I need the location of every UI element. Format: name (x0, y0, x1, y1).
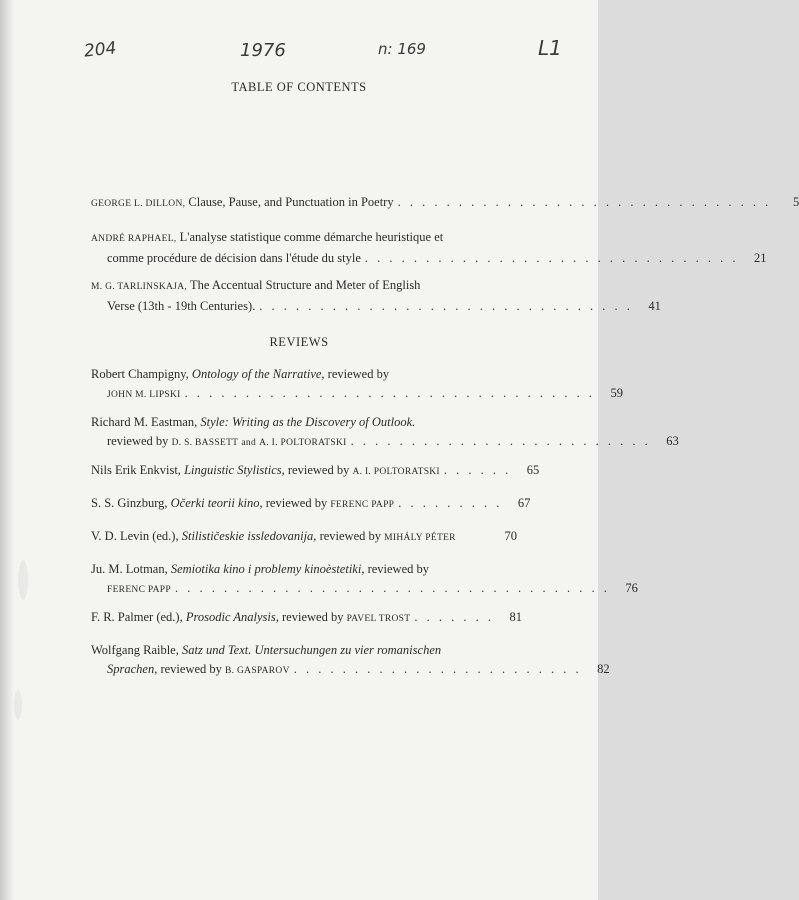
entry-text (91, 461, 440, 482)
page-number: 21 (754, 251, 767, 265)
dot-leader: . . . . . . . (414, 610, 494, 624)
author-name: ANDRÉ RAPHAEL, (91, 234, 177, 244)
dot-leader: . . . . . . (443, 463, 512, 477)
reviewer-name: FERENC PAPP (107, 585, 171, 595)
toc-title: TABLE OF CONTENTS (231, 80, 367, 94)
entry-text (91, 365, 389, 384)
dot-leader: . . . . . . . . . . . . . . . . . . . . . . . . . . . . . . . (259, 299, 633, 313)
book-title-cont: Sprachen, (107, 662, 158, 676)
dot-leader: . . . . . . . . . . . . . . . . . . . . . . . . . (350, 434, 651, 448)
entry-text (91, 641, 441, 660)
entry-line (91, 276, 517, 297)
book-title: Semiotika kino i problemy kinoèstetiki, (170, 562, 365, 576)
dot-leader: . . . . . . . . . . . . . . . . . . . . . . . . . . . . . . . (364, 251, 739, 265)
page-number: 59 (610, 386, 623, 400)
review-author: Robert Champigny, (91, 367, 189, 381)
reviewer-name: JOHN M. LIPSKI (107, 390, 181, 400)
book-title: Linguistic Stylistics, (184, 463, 285, 477)
handwritten-mark: L1 (538, 36, 562, 60)
reviewer-name: B. GASPAROV (225, 666, 290, 676)
article-title-cont: Verse (13th - 19th Centuries). (107, 299, 256, 313)
reviews-heading: REVIEWS (269, 335, 329, 349)
review-entry (91, 413, 679, 453)
entry-text (91, 527, 456, 548)
entry-text (91, 494, 394, 515)
book-title: Stilističeskie issledovanija, (181, 529, 317, 543)
handwritten-number: n: 169 (378, 40, 426, 58)
entry-line (91, 249, 767, 268)
handwritten-note: 204 (83, 38, 118, 62)
article-title: The Accentual Structure and Meter of English (189, 278, 421, 292)
reviewed-by: reviewed by (160, 662, 222, 676)
entry-line (91, 494, 531, 515)
entry-line (91, 641, 517, 660)
reviewed-by: reviewed by (282, 610, 344, 624)
and-text: and (241, 438, 257, 448)
paper-stain (14, 690, 22, 720)
page-number: 65 (526, 463, 540, 477)
toc-entry (91, 276, 661, 316)
entry-line (91, 579, 638, 600)
entry-text (91, 228, 443, 249)
page-number: 76 (625, 581, 638, 595)
entry-line (91, 660, 610, 681)
entry-text (91, 560, 429, 579)
entry-line (91, 608, 522, 629)
entry-text (107, 432, 347, 453)
entry-text (91, 413, 415, 432)
reviewer-name: D. S. BASSETT (171, 438, 239, 448)
article-title: L'analyse statistique comme démarche heuristique et (179, 230, 444, 244)
reviewed-by: reviewed by (265, 496, 328, 510)
reviewed-by: reviewed by (367, 562, 430, 576)
book-title: Style: Writing as the Discovery of Outlook. (200, 415, 416, 429)
review-author: Nils Erik Enkvist, (91, 463, 181, 477)
toc-entry (91, 228, 767, 268)
handwritten-year: 1976 (240, 40, 286, 61)
page-number: 63 (666, 434, 679, 448)
entry-text (91, 608, 410, 629)
reviewer-name: A. I. POLTORATSKI (259, 438, 347, 448)
page-number: 41 (648, 299, 661, 313)
page-number: 70 (504, 529, 517, 543)
dot-leader: . . . . . . . . . (398, 496, 503, 510)
entry-line (91, 461, 540, 482)
dot-leader: . . . . . . . . . . . . . . . . . . . . . . . . . . . . . . . . . . . . (174, 581, 610, 595)
paper-stain (18, 560, 28, 600)
entry-text (107, 660, 290, 681)
author-name: GEORGE L. DILLON, (91, 199, 186, 209)
reviewed-by: reviewed by (287, 463, 350, 477)
entry-line (91, 228, 517, 249)
review-author: F. R. Palmer (ed.), (91, 610, 183, 624)
reviewer-name: PAVEL TROST (346, 614, 411, 624)
book-title: Očerki teorii kino, (170, 496, 263, 510)
reviewer-name: A. I. POLTORATSKI (352, 467, 440, 477)
entry-line (91, 193, 799, 214)
review-entry (91, 494, 531, 515)
review-entry (91, 365, 623, 405)
review-author: Ju. M. Lotman, (91, 562, 168, 576)
entry-line (91, 384, 623, 405)
dot-leader: . . . . . . . . . . . . . . . . . . . . . . . . . . . . . . . (397, 195, 772, 209)
article-title: Clause, Pause, and Punctuation in Poetry (188, 195, 394, 209)
review-author: Wolfgang Raible, (91, 643, 179, 657)
page-number: 67 (517, 496, 531, 510)
entry-text (91, 276, 420, 297)
review-entry (91, 641, 610, 681)
entry-text (91, 193, 394, 214)
review-author: Richard M. Eastman, (91, 415, 198, 429)
review-author: S. S. Ginzburg, (91, 496, 168, 510)
book-title: Satz und Text. Untersuchungen zu vier romanischen (182, 643, 442, 657)
reviewed-by: reviewed by (107, 434, 169, 448)
toc-entry (91, 193, 799, 214)
reviewer-name: FERENC PAPP (330, 500, 395, 510)
page-number: 82 (597, 662, 610, 676)
entry-line (91, 432, 679, 453)
article-title-cont: comme procédure de décision dans l'étude du style (107, 251, 361, 265)
review-entry (91, 527, 517, 548)
reviewed-by: reviewed by (327, 367, 390, 381)
author-name: M. G. TARLINSKAJA, (91, 282, 188, 292)
book-title: Ontology of the Narrative, (191, 367, 325, 381)
review-entry (91, 560, 638, 600)
review-entry (91, 608, 522, 629)
reviewed-by: reviewed by (319, 529, 381, 543)
book-title: Prosodic Analysis, (185, 610, 279, 624)
entry-line (91, 560, 517, 579)
entry-line (91, 297, 661, 316)
dot-leader: . . . . . . . . . . . . . . . . . . . . . . . . (293, 662, 582, 676)
entry-line (91, 365, 517, 384)
page-number: 81 (509, 610, 522, 624)
review-entry (91, 461, 540, 482)
binding-shadow (0, 0, 14, 900)
reviewer-name: MIHÁLY PÉTER (384, 533, 456, 543)
entry-line (91, 527, 517, 548)
dot-leader: . . . . . . . . . . . . . . . . . . . . . . . . . . . . . . . . . . (184, 386, 595, 400)
page-number: 5 (792, 195, 799, 209)
review-author: V. D. Levin (ed.), (91, 529, 179, 543)
entry-line (91, 413, 517, 432)
